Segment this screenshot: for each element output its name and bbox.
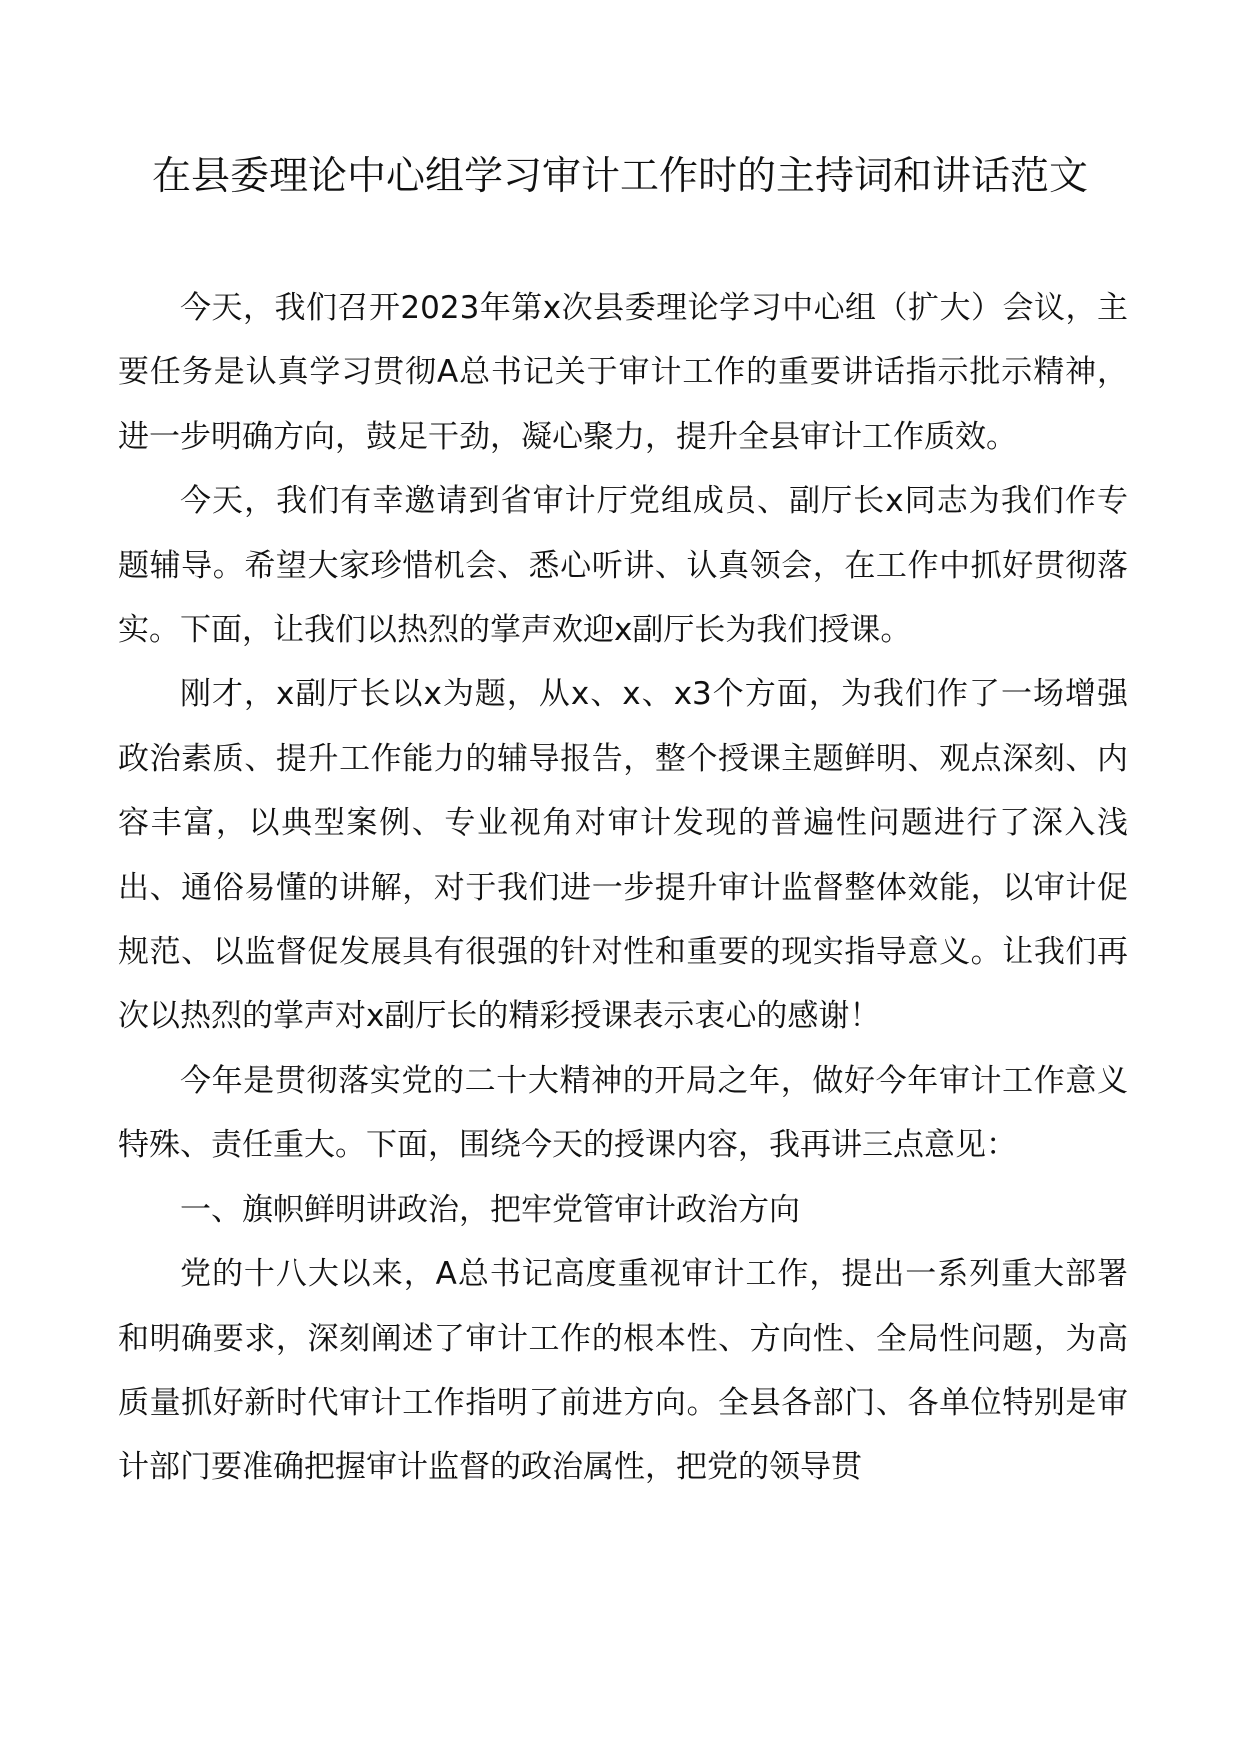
document-body	[118, 276, 1128, 1500]
paragraph-introduce-speaker: 今天，我们有幸邀请到省审计厅党组成员、副厅长x同志为我们作专题辅导。希望大家珍惜机会、悉心听讲、认真领会，在工作中抓好贯彻落实。下面，让我们以热烈的掌声欢迎x副厅长为我们授课。	[118, 483, 1128, 649]
paragraph-section-1-body: 党的十八大以来，A总书记高度重视审计工作，提出一系列重大部署和明确要求，深刻阐述了审计工作的根本性、方向性、全局性问题，为高质量抓好新时代审计工作指明了前进方向。全县各部门、各单位特别是审计部门要准确把握审计监督的政治属性，把党的领导贯	[118, 1256, 1128, 1486]
section-heading-1: 一、旗帜鲜明讲政治，把牢党管审计政治方向	[180, 1191, 800, 1228]
paragraph-opening: 今天，我们召开2023年第x次县委理论学习中心组（扩大）会议，主要任务是认真学习贯彻A总书记关于审计工作的重要讲话指示批示精神，进一步明确方向，鼓足干劲，凝心聚力，提升全县审计工作质效。	[118, 290, 1128, 455]
document-title: 在县委理论中心组学习审计工作时的主持词和讲话范文	[151, 154, 1088, 199]
paragraph-transition: 今年是贯彻落实党的二十大精神的开局之年，做好今年审计工作意义特殊、责任重大。下面，围绕今天的授课内容，我再讲三点意见：	[118, 1062, 1128, 1164]
paragraph-summary-thanks: 刚才，x副厅长以x为题，从x、x、x3个方面，为我们作了一场增强政治素质、提升工作能力的辅导报告，整个授课主题鲜明、观点深刻、内容丰富，以典型案例、专业视角对审计发现的普遍性问题进行了深入浅出、通俗易懂的讲解，对于我们进一步提升审计监督整体效能，以审计促规范、以监督促发展具有很强的针对性和重要的现实指导意义。让我们再次以热烈的掌声对x副厅长的精彩授课表示衷心的感谢！	[118, 676, 1128, 1035]
